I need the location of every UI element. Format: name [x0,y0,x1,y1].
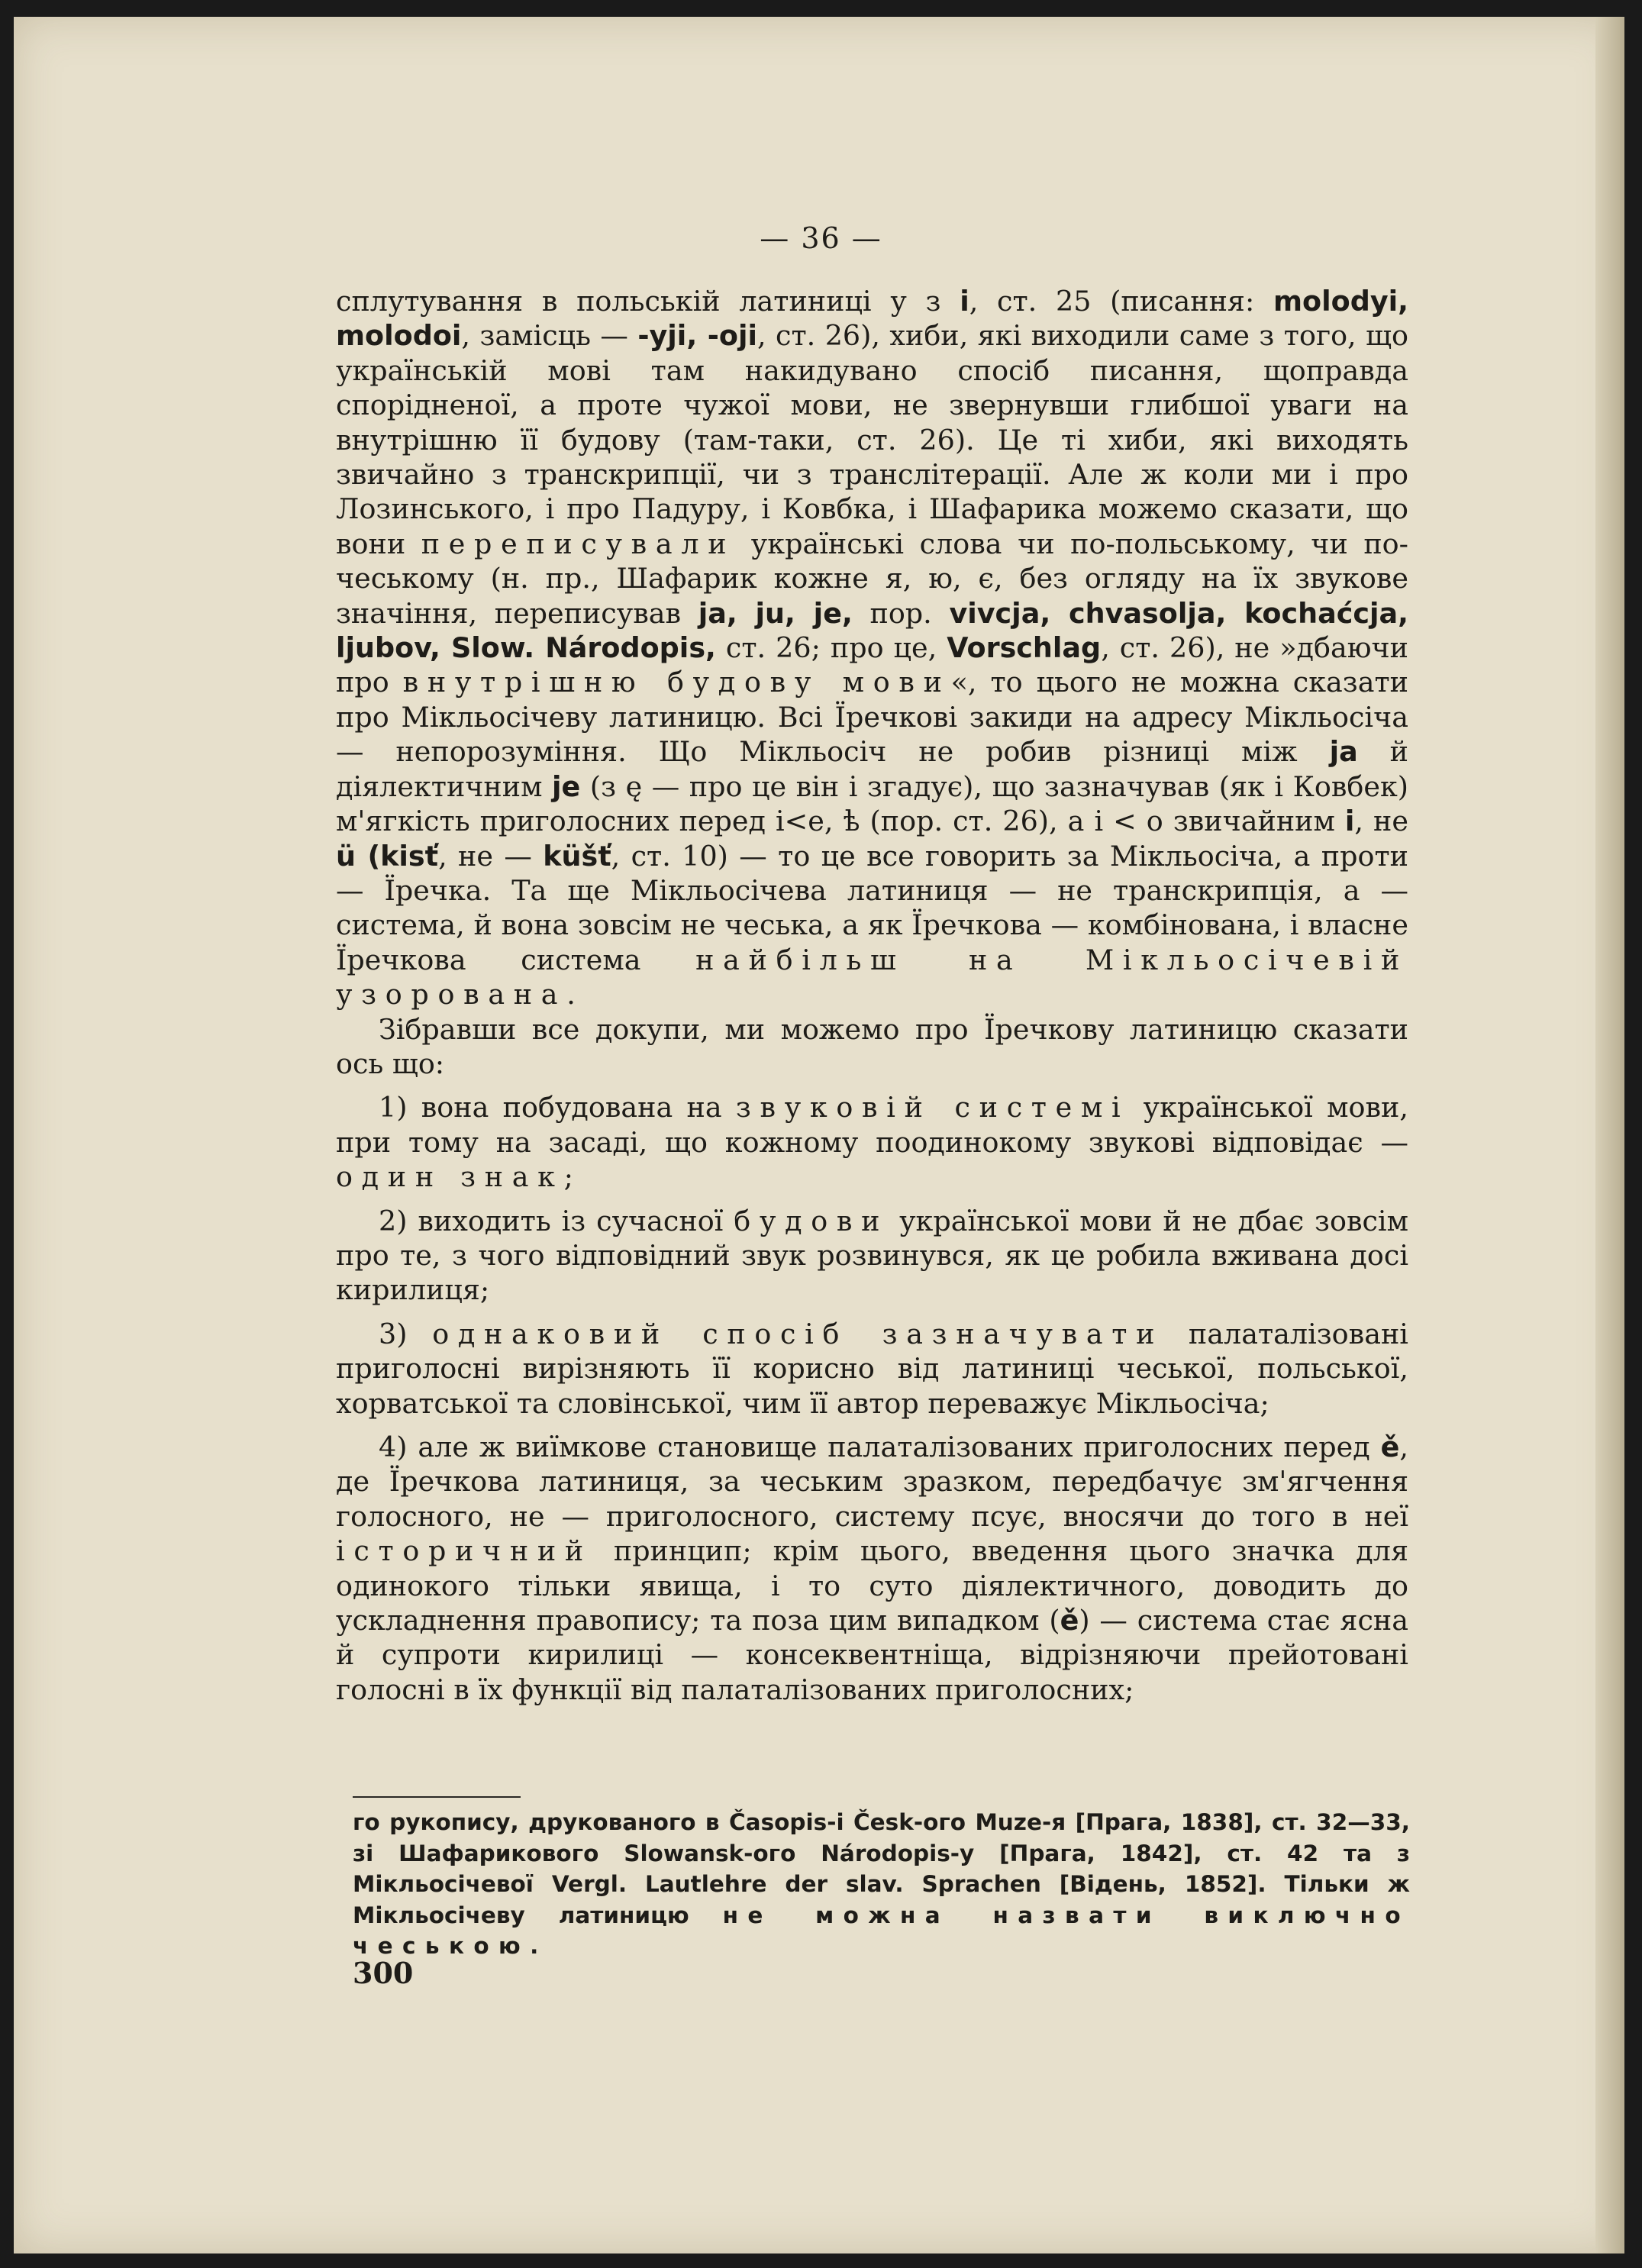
spaced-emphasis: один знак [336,1160,564,1194]
spaced-emphasis: історичний [336,1534,592,1568]
spaced-emphasis: будови [734,1204,889,1237]
spaced-emphasis: однаковий спосіб зазначувати [432,1317,1164,1350]
page-header-number: — 36 — [760,221,882,255]
page-bottom-number: 300 [353,1956,414,1990]
spaced-emphasis: переписували [421,527,736,560]
page-spine-edge [1595,17,1624,2253]
list-item-4: 4) але ж виїмкове становище палаталізованих приголосних перед ě, де Їречкова латиниця, за чеським зразком, передбачує зм'ягчення голосного, не — приголосного, систему псує, вносячи до того в неї історичний принцип; крім цього, введення цього значка для одинокого тільки явища, і то суто діялектичного, доводить до ускладнення правопису; та поза цим випадком (ě) — система стає ясна й супроти кирилиці — консеквентніща, відрізняючи прейотовані голосні в їх функції від палаталізованих приголосних; [336,1431,1408,1706]
list-item-1: 1) вона побудована на звуковій системі української мови, при тому на засаді, що кожному поодинокому звукові відповідає — один знак; [336,1091,1408,1194]
list-item-2: 2) виходить із сучасної будови української мови й не дбає зовсім про те, з чого відповідний звук розвинувся, як це робила вживана досі кирилиця; [336,1204,1408,1307]
spaced-emphasis: звуковій системі [735,1091,1130,1124]
footnote: го рукопису, друкованого в Časopis-i Česk-ого Muze-я [Прага, 1838], ст. 32—33, зі Шафарикового Slowansk-ого Národopis-y [Прага, 1842], ст. 42 та з Мікльосічевої Vergl. Lautlehre der slav. Sprachen [Відень, 1852]. Тільки ж Мікльосічеву латиницю не можна назвати виключно чеською. [353,1809,1410,1959]
paragraph-1: сплутування в польській латиниці у з i, ст. 25 (писання: molodyi, molodoi, замісць — -yji, -oji, ст. 26), хиби, які виходили саме з того, що українській мові там накидувано спосіб писання, щоправда спорідненої, а проте чужої мови, не звернувши глибшої уваги на внутрішню її будову (там-таки, ст. 26). Це ті хиби, які виходять звичайно з транскрипції, чи з транслітерації. Але ж коли ми і про Лозинського, і про Падуру, і Ковбка, і Шафарика можемо сказати, що вони переписували українські слова чи по-польському, чи по-чеському (н. пр., Шафарик кожне я, ю, є, без огляду на їх звукове значіння, переписував ja, ju, je, пор. vivcja, chvasolja, kochaćcja, ljubov, Slow. Národopis, ст. 26; про це, Vorschlag, ст. 26), не »дбаючи про внутрішню будову мови«, то цього не можна сказати про Мікльосічеву латиницю. Всі Їречкові закиди на адресу Мікльосіча — непорозуміння. Що Мікльосіч не робив різниці між ja й діялектичним je (з ę — про це він і згадує), що зазначував (як і Ковбек) м'ягкість приголосних перед i<e, ѣ (пор. ст. 26), а i < o звичайним i, не ü (kisť, не — küšť, ст. 10) — то це все говорить за Мікльосіча, а проти — Їречка. Та ще Мікльосічева латиниця — не транскрипція, а — система, й вона зовсім не чеська, а як Їречкова — комбінована, і власне Їречкова система найбільш на Мікльосічевій узорована. [336,285,1409,1011]
spaced-emphasis: не можна назвати виключно чеською [353,1902,1410,1959]
main-text [336,284,1408,1707]
paragraph-2: Зібравши все докупи, ми можемо про Їречкову латиницю сказати ось що: [336,1012,1408,1080]
spaced-emphasis: найбільш на Мікльосічевій узорована [336,943,1408,1011]
list-item-3: 3) однаковий спосіб зазначувати палаталізовані приголосні вирізняють її корисно від латиниці чеської, польської, хорватської та словінської, чим її автор переважує Мікльосіча; [336,1317,1408,1420]
footnote-divider [353,1796,521,1798]
spaced-emphasis: внутрішню будову мови [402,666,951,699]
